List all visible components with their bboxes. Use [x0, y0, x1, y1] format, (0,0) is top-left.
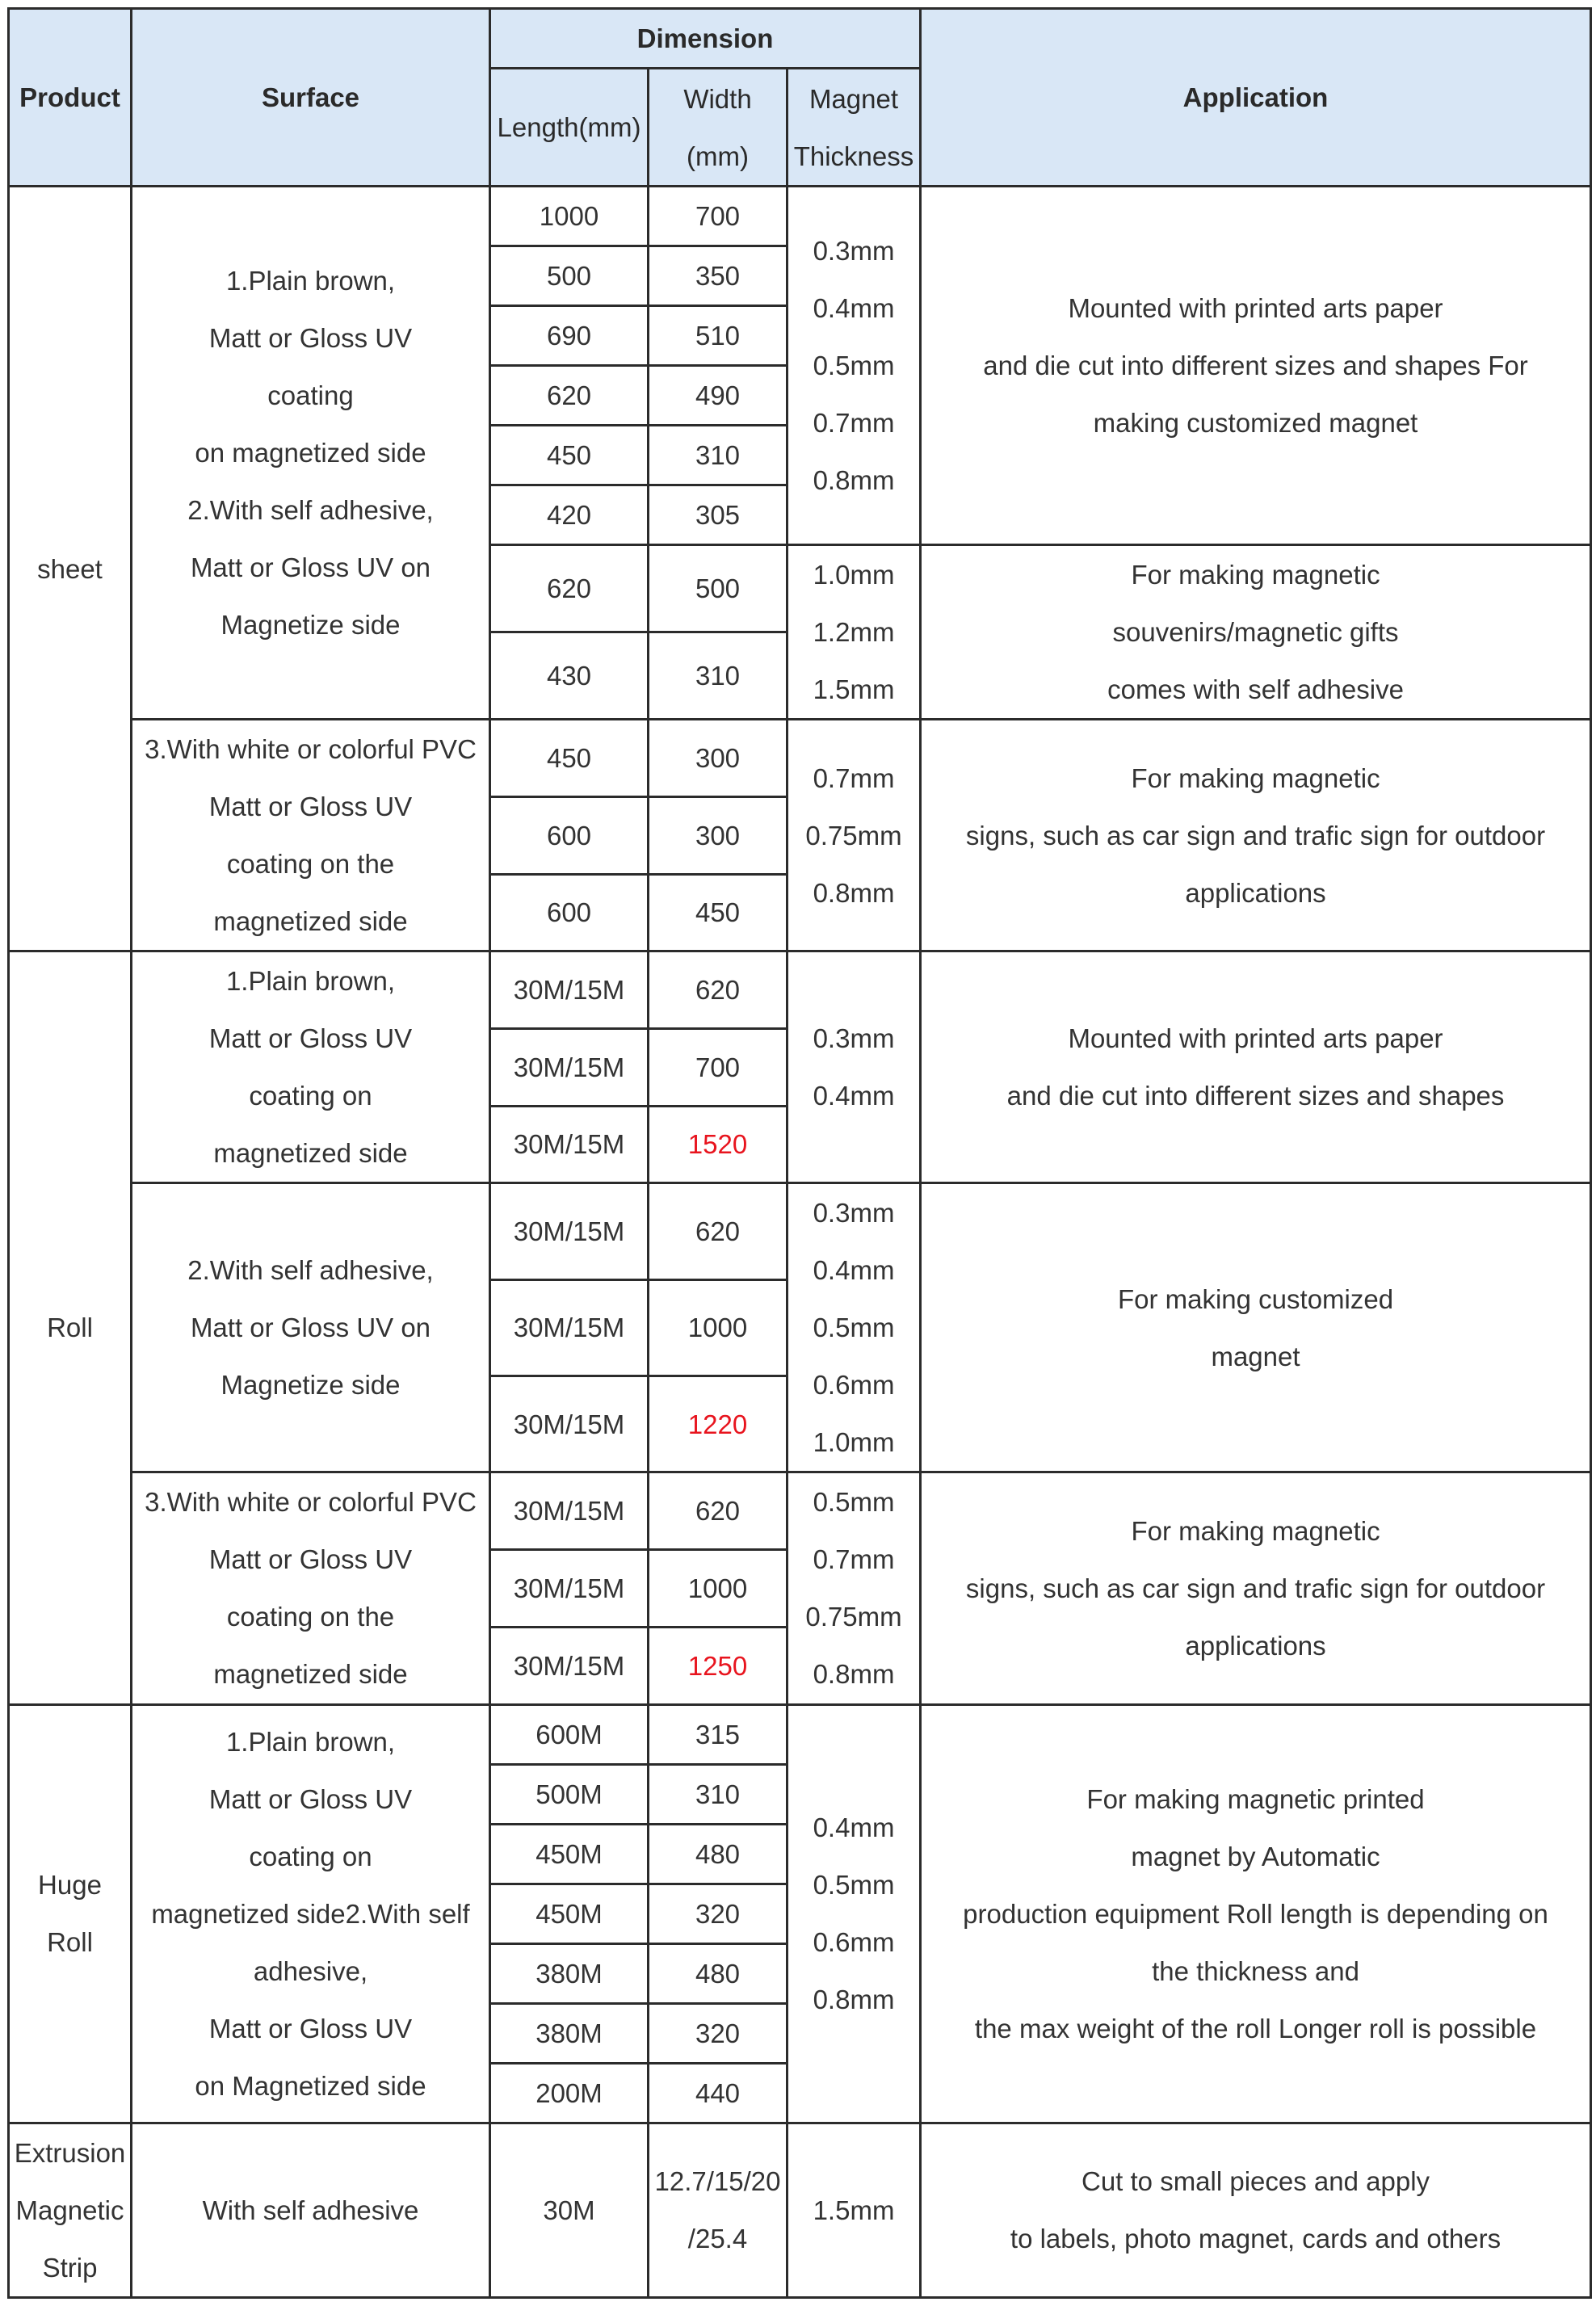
- width-line: 12.7/15/20: [654, 2166, 781, 2197]
- width-cell: 440: [649, 2063, 788, 2123]
- product-sheet: sheet: [9, 187, 132, 951]
- application-line: production equipment Roll length is depending on: [963, 1898, 1548, 1929]
- thickness-line: 0.8mm: [813, 1985, 895, 2015]
- application-line: magnet: [1211, 1341, 1300, 1371]
- header-thickness-line: Thickness: [793, 141, 914, 171]
- surface-line: Matt or Gloss UV: [208, 1544, 413, 1575]
- header-length: Length(mm): [490, 69, 649, 187]
- table-row: [9, 951, 1591, 1029]
- table-row: [9, 1704, 1591, 1764]
- width-cell: 1000: [649, 1279, 788, 1376]
- surface-line: coating: [267, 380, 354, 411]
- application-line: Cut to small pieces and apply: [1081, 2166, 1430, 2197]
- surface-line: 3.With white or colorful PVC: [145, 734, 477, 765]
- width-cell: 620: [649, 1183, 788, 1279]
- surface-line: magnetized side: [213, 906, 408, 937]
- product-line: Roll: [47, 1927, 93, 1958]
- thickness-line: 0.75mm: [805, 820, 902, 851]
- application-sheet-1: [921, 187, 1591, 545]
- surface-line: magnetized side: [213, 1138, 408, 1169]
- width-cell: 700: [649, 1028, 788, 1106]
- length-cell: 200M: [490, 2063, 649, 2123]
- width-cell: 1000: [649, 1550, 788, 1628]
- application-huge-roll: [921, 1704, 1591, 2123]
- length-cell: 420: [490, 485, 649, 545]
- length-cell: 620: [490, 545, 649, 632]
- table-row: [9, 1183, 1591, 1279]
- surface-line: Matt or Gloss UV on: [190, 1313, 431, 1343]
- application-line: and die cut into different sizes and shapes: [1006, 1081, 1505, 1111]
- application-line: making customized magnet: [1093, 408, 1418, 439]
- width-cell: 310: [649, 1764, 788, 1824]
- header-product: Product: [9, 9, 132, 187]
- header-thickness-line: Magnet: [808, 83, 899, 114]
- width-cell: 500: [649, 545, 788, 632]
- thickness-line: 0.4mm: [813, 1255, 895, 1286]
- header-width-line: Width: [683, 83, 752, 114]
- product-extrusion: [9, 2123, 132, 2297]
- application-line: magnet by Automatic: [1131, 1841, 1380, 1871]
- width-cell: 700: [649, 187, 788, 246]
- surface-line: adhesive,: [253, 1955, 368, 1986]
- length-cell: 30M: [490, 2123, 649, 2297]
- thickness-line: 0.3mm: [813, 1023, 895, 1054]
- width-cell: 620: [649, 1472, 788, 1550]
- width-cell: 310: [649, 426, 788, 485]
- surface-line: 1.Plain brown,: [225, 1726, 396, 1757]
- surface-line: Matt or Gloss UV: [208, 323, 413, 354]
- width-line: /25.4: [687, 2224, 748, 2254]
- length-cell: 30M/15M: [490, 1376, 649, 1472]
- length-cell: 30M/15M: [490, 1550, 649, 1628]
- application-line: souvenirs/magnetic gifts: [1112, 617, 1399, 648]
- table-row: [9, 2123, 1591, 2297]
- surface-huge-roll: [132, 1704, 490, 2123]
- thickness-line: 0.5mm: [813, 1313, 895, 1343]
- header-thickness: [788, 69, 921, 187]
- application-line: applications: [1185, 1630, 1326, 1661]
- application-line: For making magnetic: [1131, 1515, 1380, 1546]
- thickness-line: 0.6mm: [813, 1927, 895, 1958]
- thickness-line: 0.4mm: [813, 1812, 895, 1843]
- application-line: For making magnetic: [1131, 762, 1380, 793]
- product-spec-sheet: [7, 7, 1590, 2299]
- table-header: [9, 9, 1591, 187]
- surface-sheet-b: [132, 720, 490, 951]
- thickness-roll-1: [788, 951, 921, 1183]
- length-cell: 500: [490, 246, 649, 306]
- surface-extrusion: With self adhesive: [132, 2123, 490, 2297]
- thickness-line: 0.7mm: [813, 762, 895, 793]
- surface-line: Matt or Gloss UV: [208, 792, 413, 822]
- width-cell: 450: [649, 874, 788, 951]
- application-extrusion: [921, 2123, 1591, 2297]
- surface-line: Matt or Gloss UV: [208, 2013, 413, 2043]
- application-line: Mounted with printed arts paper: [1068, 1023, 1443, 1054]
- header-application: Application: [921, 9, 1591, 187]
- length-cell: 600: [490, 874, 649, 951]
- width-cell: 315: [649, 1704, 788, 1764]
- application-line: For making magnetic printed: [1086, 1783, 1425, 1814]
- thickness-line: 0.3mm: [813, 1198, 895, 1229]
- thickness-line: 0.7mm: [813, 408, 895, 439]
- thickness-sheet-3: [788, 720, 921, 951]
- thickness-line: 0.8mm: [813, 465, 895, 496]
- application-sheet-2: [921, 545, 1591, 720]
- surface-line: coating on: [249, 1081, 372, 1111]
- header-dimension: Dimension: [490, 9, 921, 69]
- surface-line: 3.With white or colorful PVC: [145, 1487, 477, 1518]
- thickness-extrusion: 1.5mm: [788, 2123, 921, 2297]
- length-cell: 1000: [490, 187, 649, 246]
- application-line: the max weight of the roll Longer roll is possible: [974, 2013, 1537, 2043]
- table-row: [9, 720, 1591, 797]
- application-line: applications: [1185, 877, 1326, 908]
- length-cell: 30M/15M: [490, 1183, 649, 1279]
- surface-line: Magnetize side: [220, 1370, 401, 1401]
- length-cell: 30M/15M: [490, 1472, 649, 1550]
- width-cell: 350: [649, 246, 788, 306]
- surface-line: magnetized side: [213, 1659, 408, 1690]
- application-roll-3: [921, 1472, 1591, 1704]
- width-cell: 510: [649, 306, 788, 366]
- thickness-line: 0.4mm: [813, 1081, 895, 1111]
- surface-roll-1: [132, 951, 490, 1183]
- thickness-line: 0.4mm: [813, 293, 895, 324]
- application-line: to labels, photo magnet, cards and others: [1010, 2224, 1502, 2254]
- thickness-line: 1.5mm: [813, 674, 895, 705]
- width-cell: 490: [649, 366, 788, 426]
- thickness-line: 0.5mm: [813, 1870, 895, 1901]
- application-roll-2: [921, 1183, 1591, 1472]
- table-row: [9, 1472, 1591, 1550]
- width-cell: 300: [649, 720, 788, 797]
- surface-roll-2: [132, 1183, 490, 1472]
- width-cell-highlight: 1220: [649, 1376, 788, 1472]
- surface-line: on magnetized side: [195, 438, 426, 468]
- surface-line: Matt or Gloss UV: [208, 1023, 413, 1054]
- header-surface: Surface: [132, 9, 490, 187]
- surface-line: 2.With self adhesive,: [187, 495, 434, 526]
- length-cell: 620: [490, 366, 649, 426]
- width-cell: 310: [649, 632, 788, 720]
- surface-line: 1.Plain brown,: [225, 266, 396, 296]
- surface-line: 1.Plain brown,: [225, 966, 396, 997]
- thickness-line: 0.8mm: [813, 877, 895, 908]
- length-cell: 30M/15M: [490, 1279, 649, 1376]
- header-width: [649, 69, 788, 187]
- surface-line: Magnetize side: [220, 610, 401, 641]
- application-line: the thickness and: [1152, 1955, 1359, 1986]
- surface-sheet-a: [132, 187, 490, 720]
- surface-line: Matt or Gloss UV: [208, 1783, 413, 1814]
- length-cell: 430: [490, 632, 649, 720]
- length-cell: 30M/15M: [490, 1627, 649, 1704]
- thickness-sheet-2: [788, 545, 921, 720]
- surface-line: magnetized side2.With self: [151, 1898, 470, 1929]
- thickness-line: 0.5mm: [813, 351, 895, 381]
- length-cell: 30M/15M: [490, 1106, 649, 1183]
- application-line: comes with self adhesive: [1107, 674, 1404, 705]
- length-cell: 380M: [490, 2003, 649, 2063]
- thickness-line: 1.2mm: [813, 617, 895, 648]
- product-line: Huge: [38, 1870, 102, 1901]
- application-line: signs, such as car sign and trafic sign for outdoor: [965, 1573, 1546, 1603]
- thickness-line: 0.8mm: [813, 1659, 895, 1690]
- application-line: and die cut into different sizes and shapes For: [983, 351, 1528, 381]
- width-cell: 300: [649, 796, 788, 874]
- application-line: For making customized: [1117, 1283, 1394, 1314]
- surface-line: coating on the: [226, 1602, 395, 1632]
- width-cell: 480: [649, 1943, 788, 2003]
- thickness-line: 0.75mm: [805, 1602, 902, 1632]
- thickness-line: 0.7mm: [813, 1544, 895, 1575]
- application-sheet-3: [921, 720, 1591, 951]
- length-cell: 450: [490, 426, 649, 485]
- surface-line: Matt or Gloss UV on: [190, 552, 431, 583]
- product-line: Magnetic: [15, 2195, 124, 2225]
- thickness-line: 0.5mm: [813, 1487, 895, 1518]
- product-line: Extrusion: [14, 2137, 126, 2168]
- length-cell: 690: [490, 306, 649, 366]
- length-cell: 450: [490, 720, 649, 797]
- application-roll-1: [921, 951, 1591, 1183]
- surface-line: coating on the: [226, 849, 395, 880]
- product-huge-roll: [9, 1704, 132, 2123]
- application-line: For making magnetic: [1131, 560, 1380, 590]
- length-cell: 450M: [490, 1884, 649, 1943]
- width-cell: 480: [649, 1824, 788, 1884]
- application-line: Mounted with printed arts paper: [1068, 293, 1443, 324]
- thickness-huge-roll: [788, 1704, 921, 2123]
- thickness-roll-2: [788, 1183, 921, 1472]
- length-cell: 600: [490, 796, 649, 874]
- length-cell: 500M: [490, 1764, 649, 1824]
- length-cell: 30M/15M: [490, 951, 649, 1029]
- length-cell: 30M/15M: [490, 1028, 649, 1106]
- product-line: Strip: [42, 2252, 98, 2283]
- table-row: [9, 187, 1591, 246]
- surface-roll-3: [132, 1472, 490, 1704]
- thickness-line: 0.6mm: [813, 1370, 895, 1401]
- width-cell-highlight: 1520: [649, 1106, 788, 1183]
- width-cell-highlight: 1250: [649, 1627, 788, 1704]
- thickness-sheet-1: [788, 187, 921, 545]
- width-cell: 320: [649, 1884, 788, 1943]
- length-cell: 450M: [490, 1824, 649, 1884]
- thickness-line: 0.3mm: [813, 236, 895, 267]
- width-cell: 320: [649, 2003, 788, 2063]
- header-width-line: (mm): [687, 141, 749, 171]
- magnet-spec-table: [7, 7, 1592, 2299]
- length-cell: 380M: [490, 1943, 649, 2003]
- product-roll: Roll: [9, 951, 132, 1704]
- thickness-line: 1.0mm: [813, 1427, 895, 1458]
- width-cell: 305: [649, 485, 788, 545]
- surface-line: 2.With self adhesive,: [187, 1255, 434, 1286]
- length-cell: 600M: [490, 1704, 649, 1764]
- surface-line: on Magnetized side: [195, 2070, 426, 2101]
- application-line: signs, such as car sign and trafic sign for outdoor: [965, 820, 1546, 851]
- thickness-roll-3: [788, 1472, 921, 1704]
- surface-line: coating on: [249, 1841, 372, 1871]
- thickness-line: 1.0mm: [813, 560, 895, 590]
- width-cell: [649, 2123, 788, 2297]
- width-cell: 620: [649, 951, 788, 1029]
